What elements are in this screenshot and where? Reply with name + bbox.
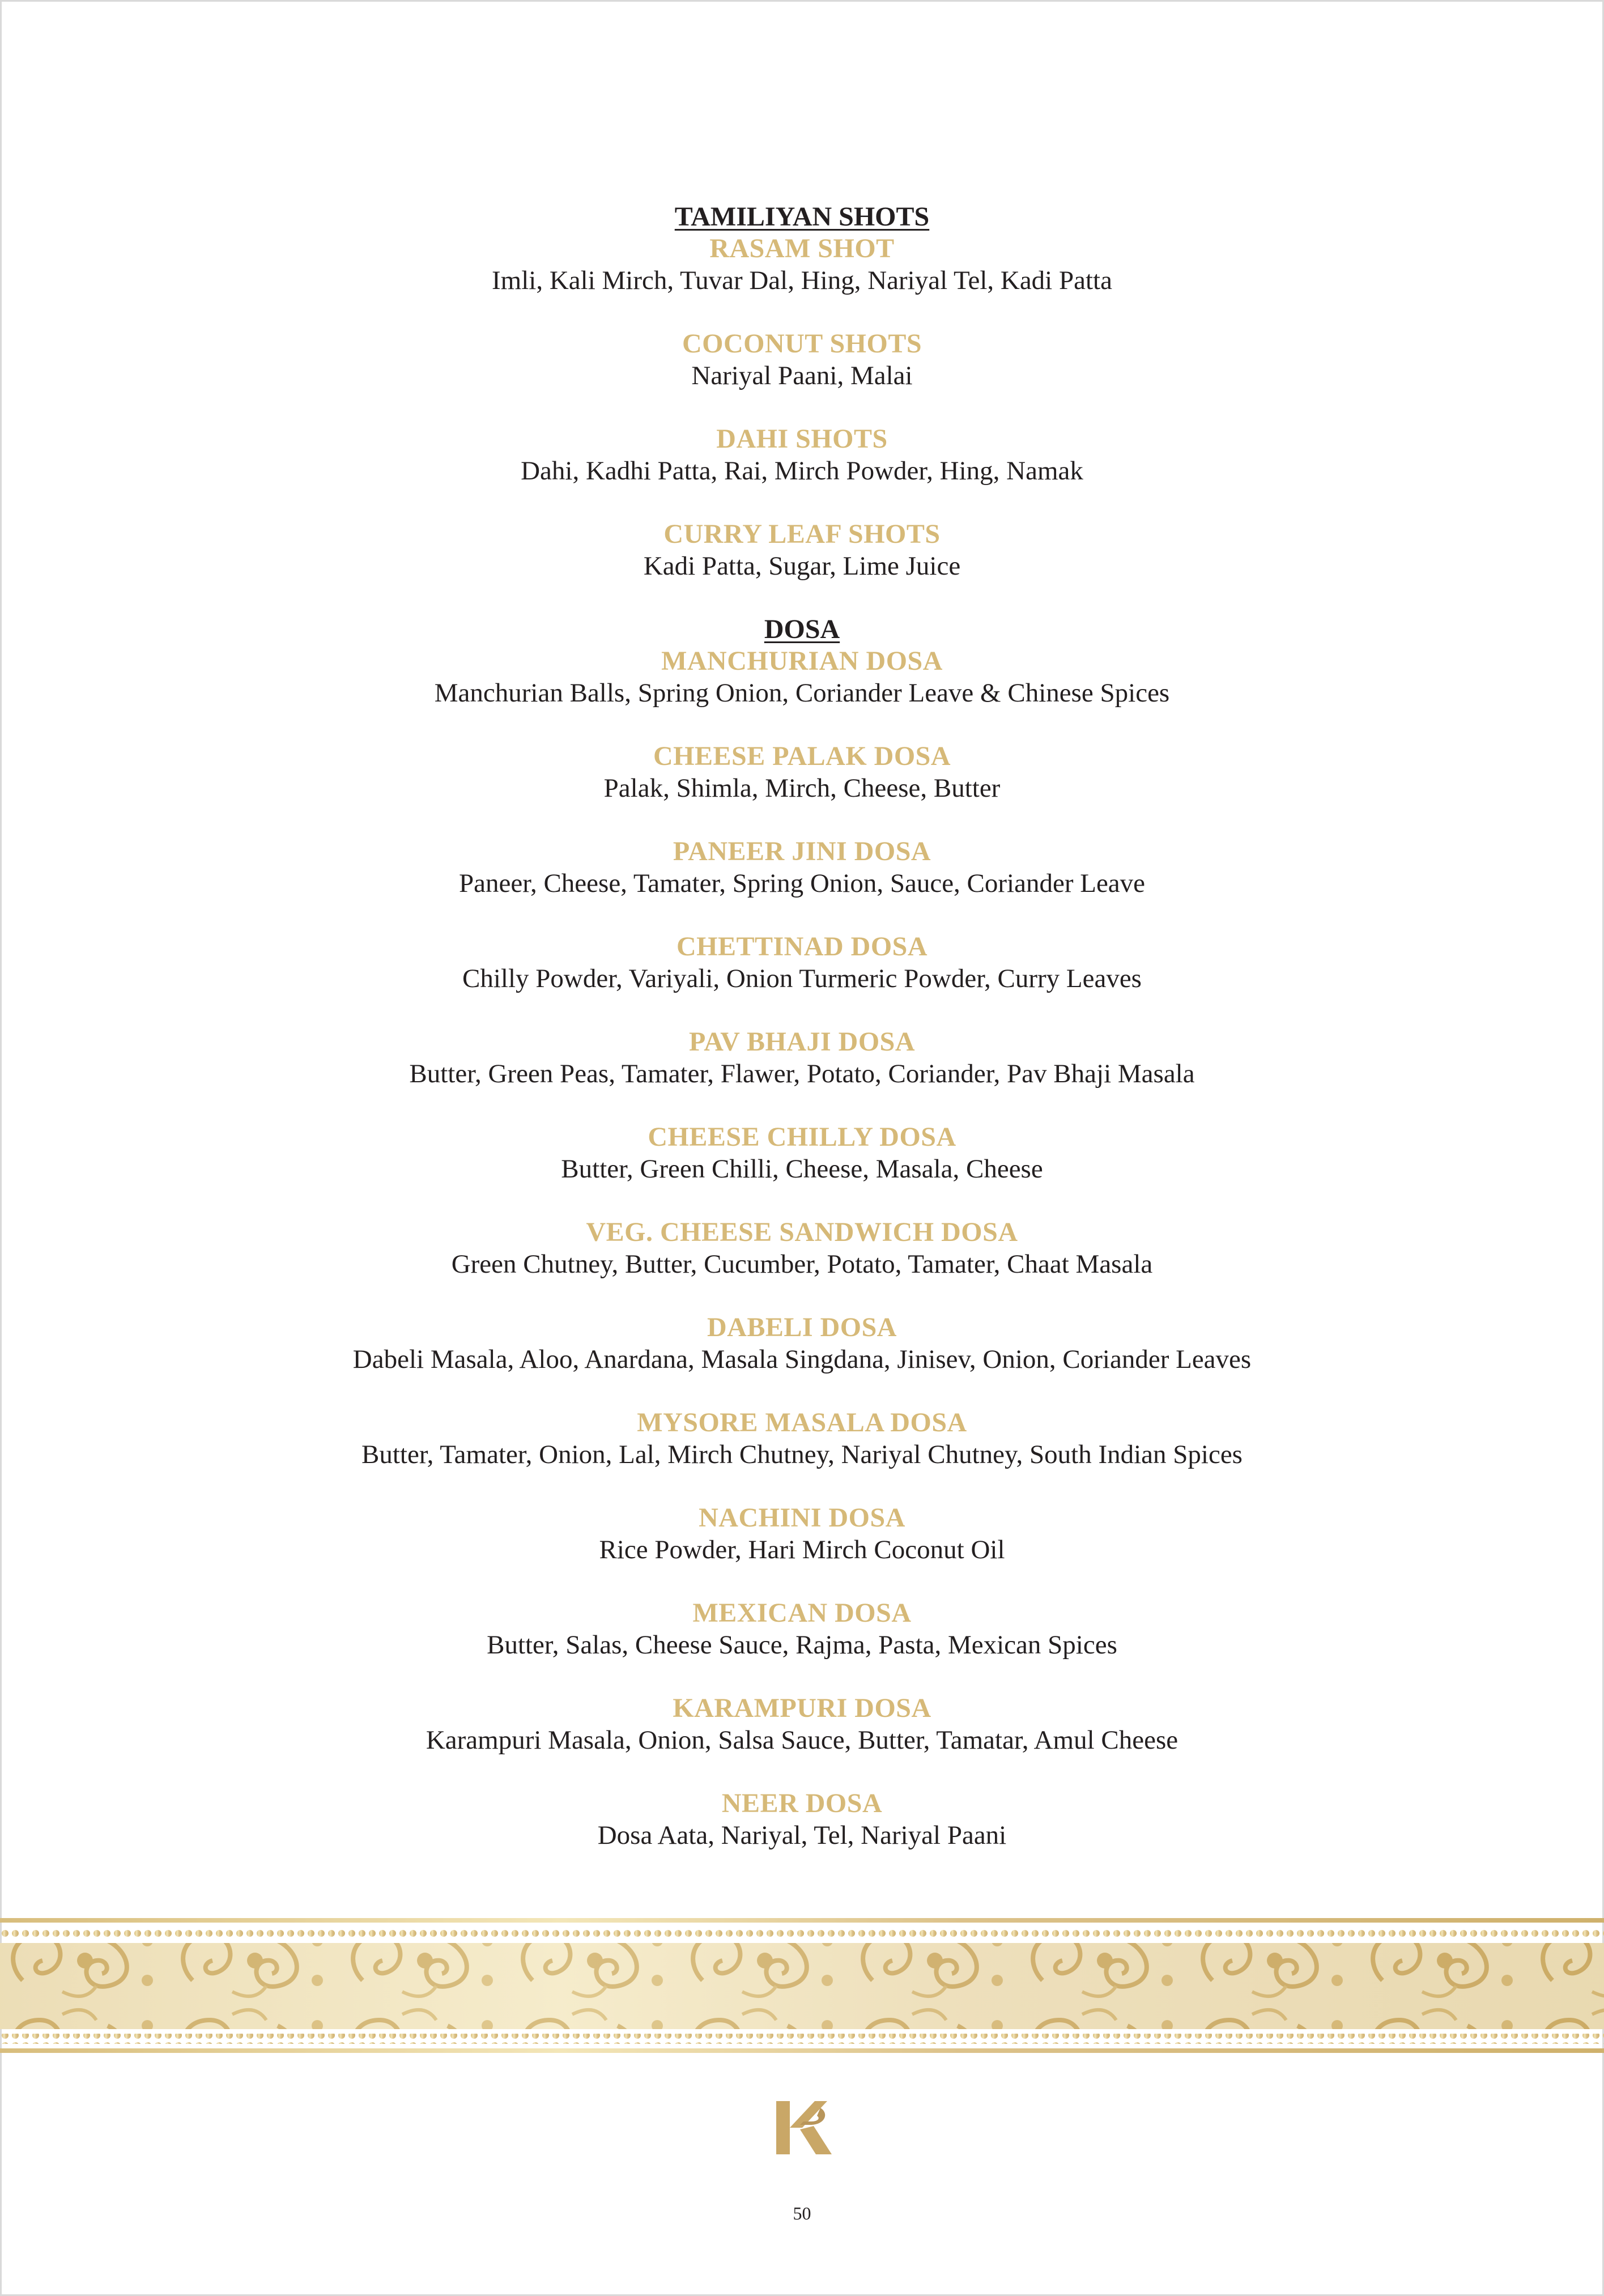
decorative-border <box>0 1918 1604 2054</box>
item-description: Manchurian Balls, Spring Onion, Coriander Leave & Chinese Spices <box>434 678 1170 708</box>
section-title: TAMILIYAN SHOTS <box>674 202 930 232</box>
item-description: Butter, Green Peas, Tamater, Flawer, Potato, Coriander, Pav Bhaji Masala <box>409 1059 1195 1089</box>
menu-item <box>0 328 1604 392</box>
item-description: Palak, Shimla, Mirch, Cheese, Butter <box>603 773 1001 803</box>
menu-item <box>0 423 1604 487</box>
menu-item <box>0 1597 1604 1661</box>
menu-item <box>0 233 1604 296</box>
item-description: Dabeli Masala, Aloo, Anardana, Masala Singdana, Jinisev, Onion, Coriander Leaves <box>352 1345 1252 1374</box>
item-description: Butter, Salas, Cheese Sauce, Rajma, Pasta, Mexican Spices <box>487 1630 1117 1660</box>
section-dosa <box>0 614 1604 1851</box>
menu-item <box>0 1217 1604 1280</box>
menu-item <box>0 1502 1604 1566</box>
item-description: Butter, Tamater, Onion, Lal, Mirch Chutney, Nariyal Chutney, South Indian Spices <box>361 1440 1243 1469</box>
item-name: RASAM SHOT <box>709 233 895 263</box>
item-name: MYSORE MASALA DOSA <box>637 1408 967 1438</box>
item-name: PAV BHAJI DOSA <box>688 1027 916 1057</box>
item-name: KARAMPURI DOSA <box>673 1693 931 1723</box>
menu-item <box>0 1312 1604 1375</box>
menu-item <box>0 931 1604 994</box>
item-description: Green Chutney, Butter, Cucumber, Potato, Tamater, Chaat Masala <box>451 1249 1153 1279</box>
item-description: Karampuri Masala, Onion, Salsa Sauce, Butter, Tamatar, Amul Cheese <box>426 1725 1178 1755</box>
item-name: COCONUT SHOTS <box>682 329 922 359</box>
menu-item <box>0 1026 1604 1090</box>
item-name: DAHI SHOTS <box>716 424 888 454</box>
item-description: Chilly Powder, Variyali, Onion Turmeric Powder, Curry Leaves <box>462 964 1142 993</box>
item-name: CHEESE CHILLY DOSA <box>648 1122 956 1152</box>
page-number: 50 <box>793 2203 811 2223</box>
menu-item <box>0 836 1604 899</box>
item-description: Nariyal Paani, Malai <box>691 361 913 390</box>
item-name: VEG. CHEESE SANDWICH DOSA <box>586 1217 1018 1247</box>
menu-item <box>0 518 1604 582</box>
menu-content <box>0 201 1604 1851</box>
item-name: NEER DOSA <box>721 1788 883 1818</box>
item-description: Imli, Kali Mirch, Tuvar Dal, Hing, Nariyal Tel, Kadi Patta <box>492 266 1112 295</box>
section-tamiliyan-shots <box>0 201 1604 582</box>
menu-item <box>0 1407 1604 1470</box>
section-title: DOSA <box>764 614 840 644</box>
item-description: Kadi Patta, Sugar, Lime Juice <box>643 551 961 581</box>
item-name: PANEER JINI DOSA <box>673 836 931 866</box>
item-name: MEXICAN DOSA <box>692 1598 912 1628</box>
item-description: Rice Powder, Hari Mirch Coconut Oil <box>599 1535 1005 1564</box>
item-name: CURRY LEAF SHOTS <box>663 519 941 549</box>
item-description: Butter, Green Chilli, Cheese, Masala, Cheese <box>561 1154 1043 1184</box>
item-name: MANCHURIAN DOSA <box>661 646 943 676</box>
item-description: Paneer, Cheese, Tamater, Spring Onion, Sauce, Coriander Leave <box>458 869 1146 898</box>
item-name: NACHINI DOSA <box>699 1503 905 1533</box>
kr-logo-icon <box>775 2097 837 2159</box>
item-description: Dahi, Kadhi Patta, Rai, Mirch Powder, Hing, Namak <box>521 456 1083 486</box>
item-description: Dosa Aata, Nariyal, Tel, Nariyal Paani <box>597 1821 1007 1850</box>
menu-item <box>0 645 1604 709</box>
item-name: CHEESE PALAK DOSA <box>653 741 951 771</box>
item-name: CHETTINAD DOSA <box>676 932 928 962</box>
menu-item <box>0 741 1604 804</box>
item-name: DABELI DOSA <box>707 1312 897 1342</box>
menu-item <box>0 1121 1604 1185</box>
menu-item <box>0 1693 1604 1756</box>
menu-item <box>0 1788 1604 1851</box>
